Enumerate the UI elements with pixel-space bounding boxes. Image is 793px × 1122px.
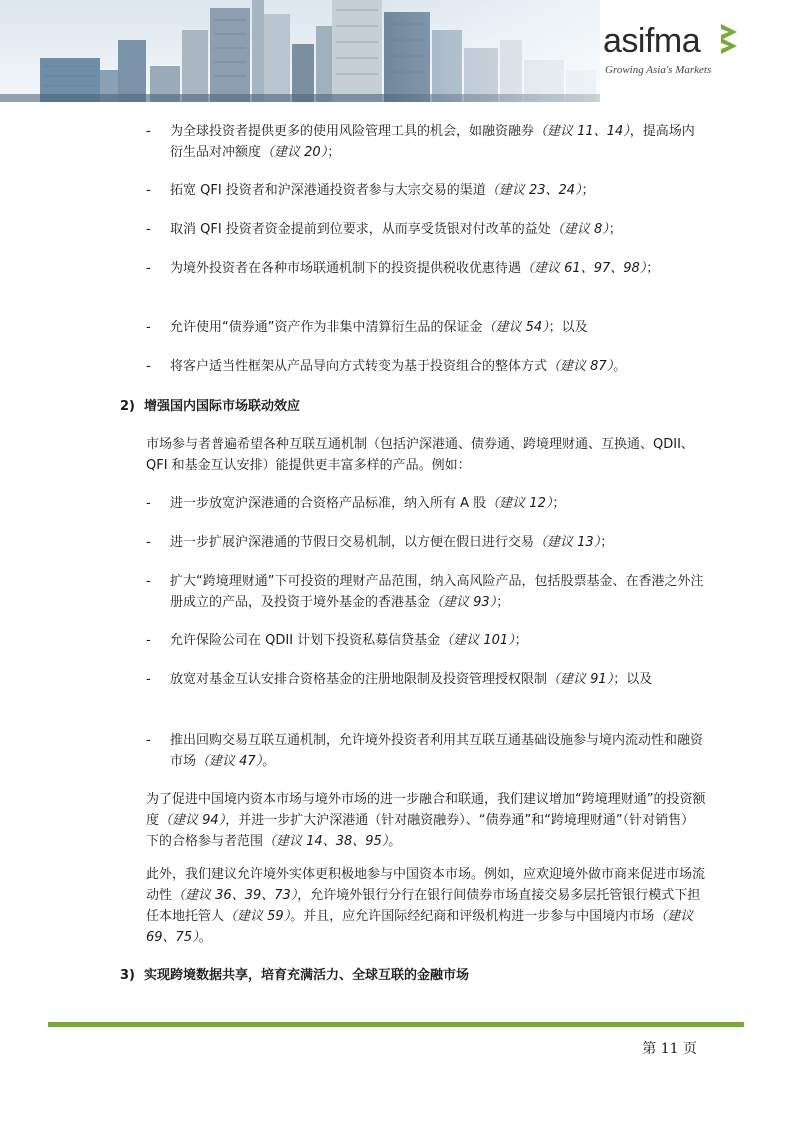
list-item: 推出回购交易互联互通机制，允许境外投资者利用其互联互通基础设施参与境内流动性和融资市场（建议 47）。 [170,733,704,769]
logo-tagline: Growing Asia's Markets [605,64,712,76]
footer-divider [48,1022,744,1027]
bullet-dash: - [146,672,151,687]
section-heading-2 [120,396,300,417]
bullet-dash: - [146,574,151,589]
bullet-dash: - [146,535,151,550]
bullet-dash: - [146,633,151,648]
body-paragraph: 为了促进中国境内资本市场与境外市场的进一步融合和联通，我们建议增加“跨境理财通”的投资额度（建议 94），并进一步扩大沪深港通（针对融资融券）、“债券通”和“跨境理财通”（针对销售）下的合格参与者范围（建议 14、38、95）。 [146,792,706,849]
bullet-dash: - [146,496,151,511]
bullet-dash: - [146,359,151,374]
list-item: 允许保险公司在 QDII 计划下投资私募信贷基金（建议 101）； [170,633,528,648]
list-item: 为境外投资者在各种市场联通机制下的投资提供税收优惠待遇（建议 61、97、98）； [170,261,660,276]
section-title: 实现跨境数据共享，培育充满活力、全球互联的金融市场 [144,968,470,983]
section-number: 2) [120,399,135,414]
list-item: 放宽对基金互认安排合资格基金的注册地限制及投资管理授权限制（建议 91）；以及 [170,672,653,687]
list-item: 进一步放宽沪深港通的合资格产品标准，纳入所有 A 股（建议 12）； [170,496,566,511]
bullet-dash: - [146,261,151,276]
bullet-dash: - [146,222,151,237]
list-item: 为全球投资者提供更多的使用风险管理工具的机会，如融资融券（建议 11、14），提高场内衍生品对冲额度（建议 20）； [170,124,695,160]
bullet-dash: - [146,733,151,748]
bullet-dash: - [146,124,151,139]
page-number: 第 11 页 [642,1041,697,1057]
asifma-logo [603,22,743,82]
header-banner [0,0,793,102]
logo-wordmark: asifma [603,22,701,60]
bullet-dash: - [146,320,151,335]
section-number: 3) [120,968,135,983]
list-item: 取消 QFI 投资者资金提前到位要求，从而享受货银对付改革的益处（建议 8）； [170,222,622,237]
list-item: 拓宽 QFI 投资者和沪深港通投资者参与大宗交易的渠道（建议 23、24）； [170,183,595,198]
bullet-dash: - [146,183,151,198]
section-title: 增强国内国际市场联动效应 [144,399,301,414]
list-item: 进一步扩展沪深港通的节假日交易机制，以方便在假日进行交易（建议 13）； [170,535,614,550]
logo-chevron-icon [719,22,739,64]
list-item: 将客户适当性框架从产品导向方式转变为基于投资组合的整体方式（建议 87）。 [170,359,627,374]
section-intro-paragraph: 市场参与者普遍希望各种互联互通机制（包括沪深港通、债券通、跨境理财通、互换通、QDII、QFI 和基金互认安排）能提供更丰富多样的产品。例如： [146,437,694,473]
list-item: 扩大“跨境理财通”下可投资的理财产品范围，纳入高风险产品，包括股票基金、在香港之外注册成立的产品，及投资于境外基金的香港基金（建议 93）； [170,574,704,610]
body-paragraph: 此外，我们建议允许境外实体更积极地参与中国资本市场。例如，应欢迎境外做市商来促进市场流动性（建议 36、39、73），允许境外银行分行在银行间债券市场直接交易多层托管银行模式下担任本地托管人（建议 59）。并且，应允许国际经纪商和评级机构进一步参与中国境内市场（建议 69、75）。 [146,867,706,945]
list-item: 允许使用“债券通”资产作为非集中清算衍生品的保证金（建议 54）；以及 [170,320,588,335]
section-heading-3 [120,965,469,986]
